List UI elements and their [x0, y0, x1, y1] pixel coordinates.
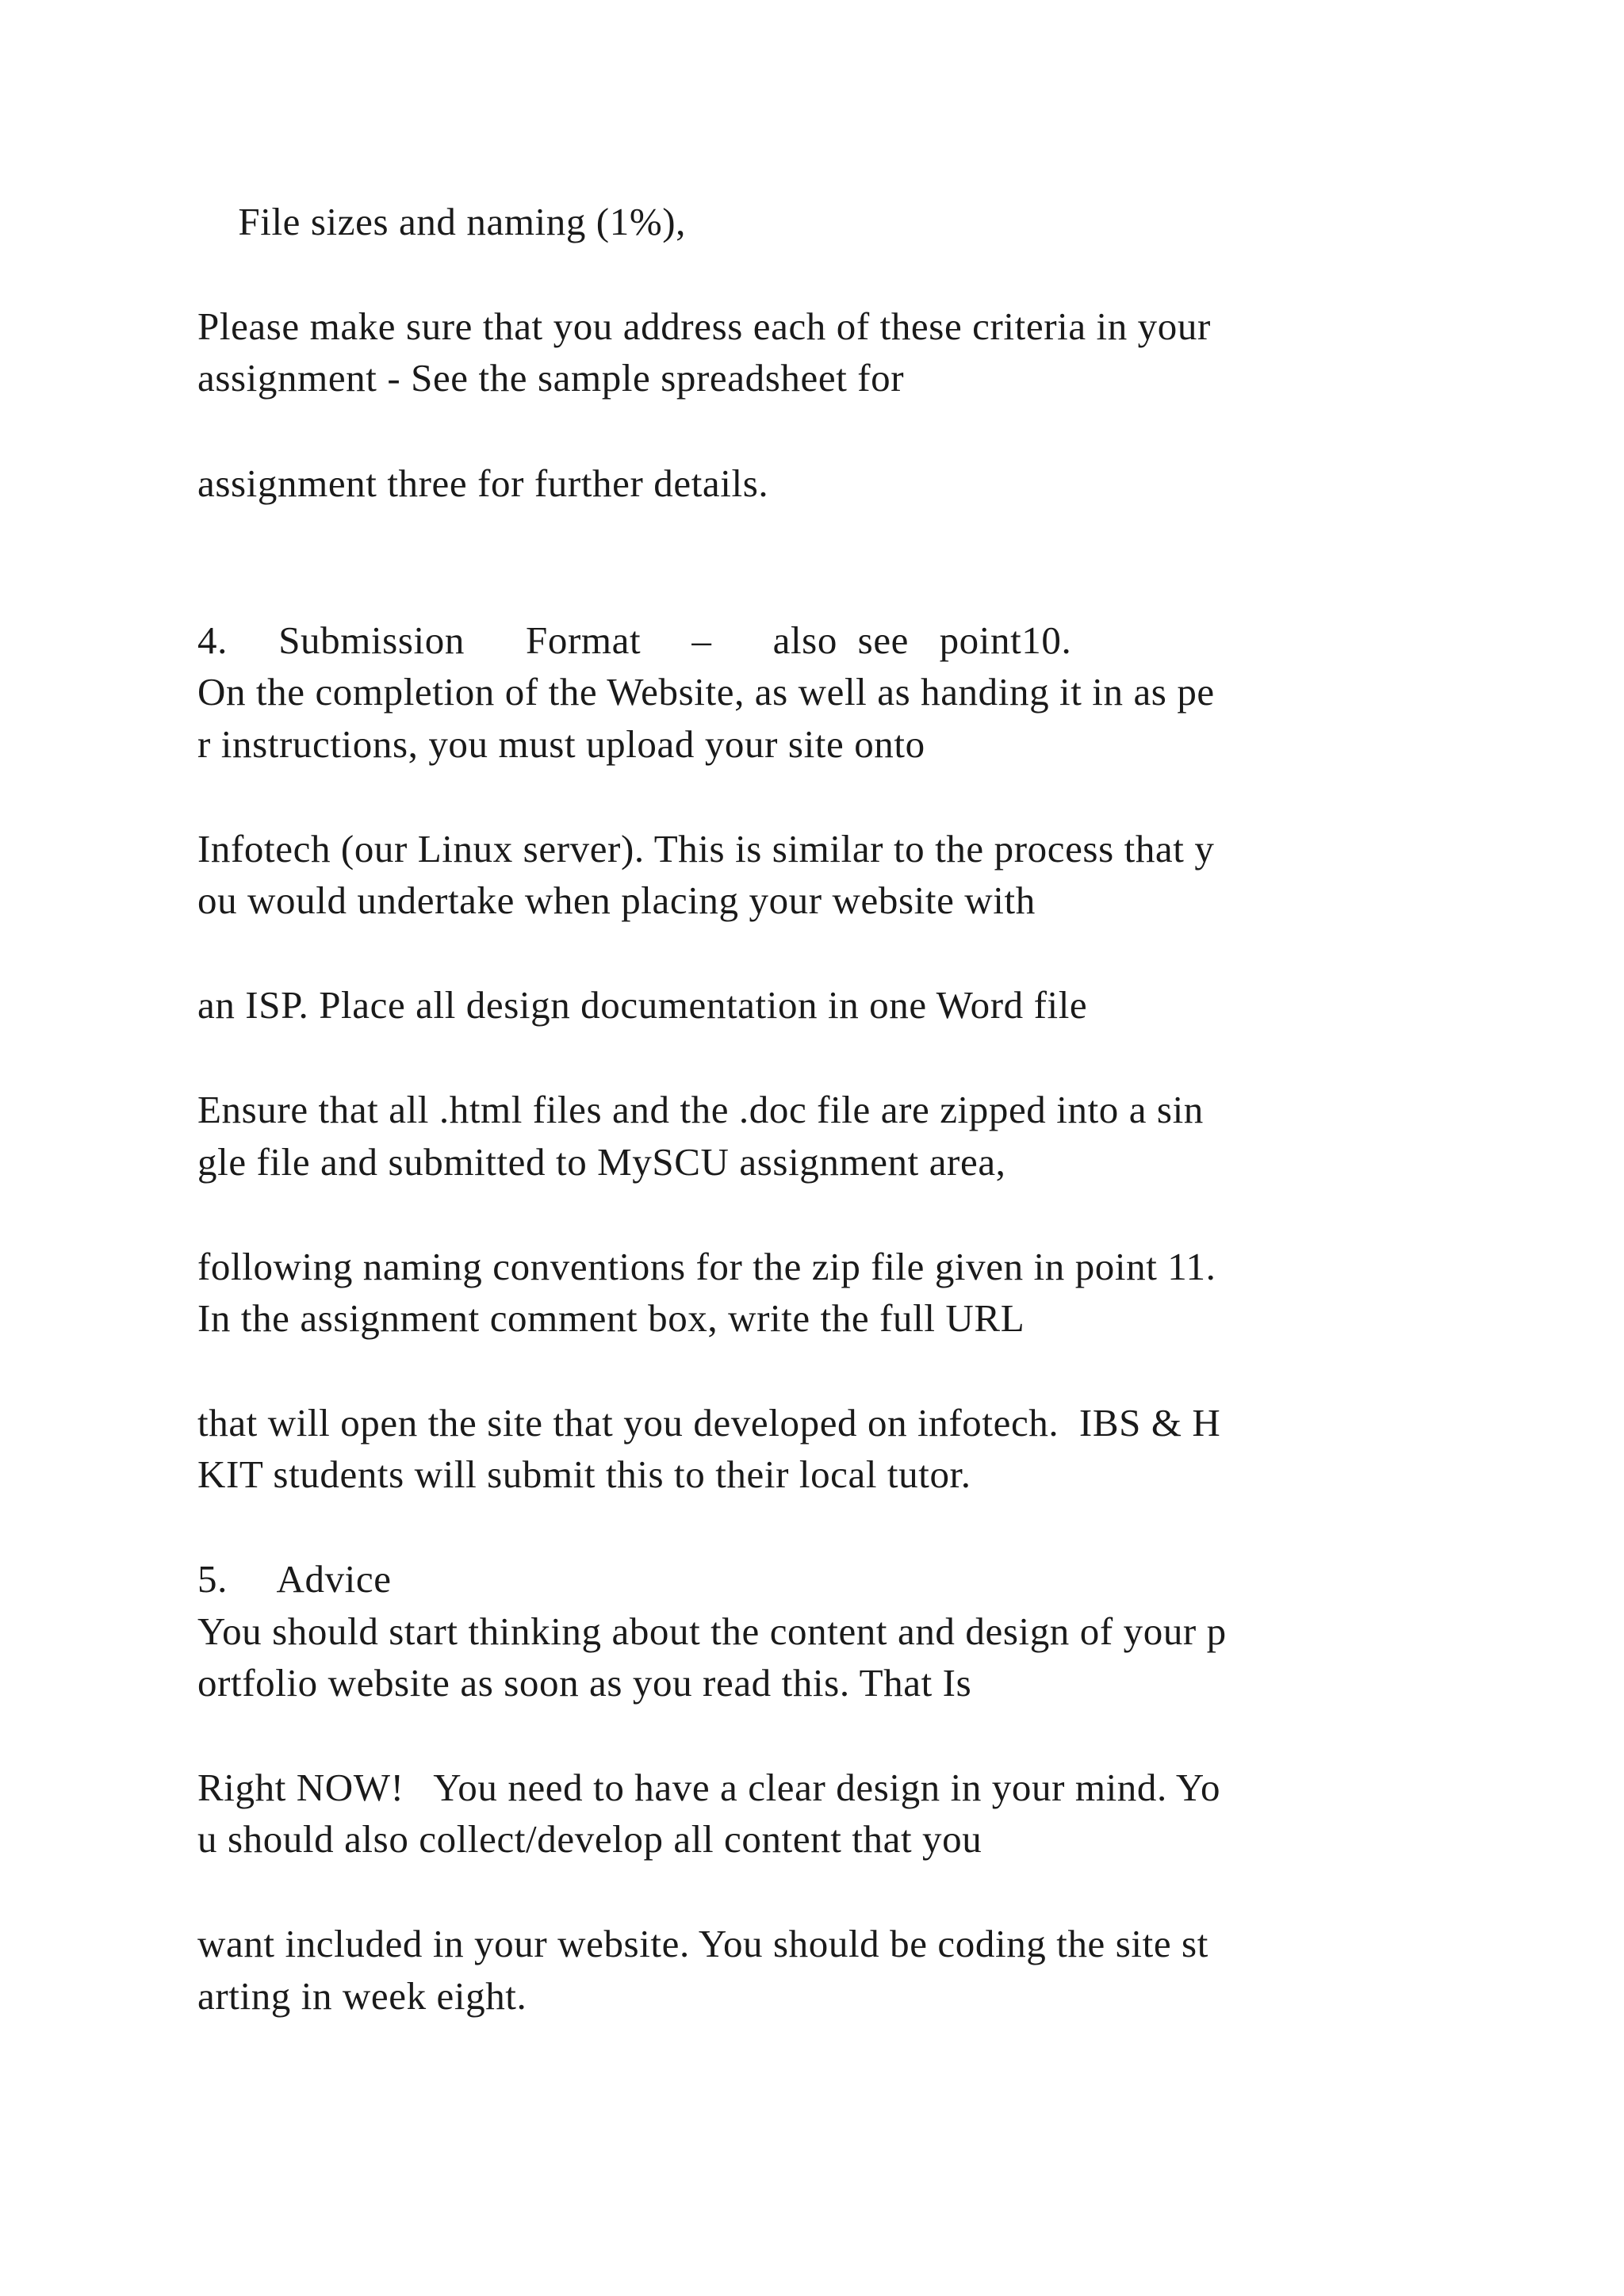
text-line-infotech-1: Infotech (our Linux server). This is similar to the process that y [197, 827, 1215, 871]
text-line-naming-1: following naming conventions for the zip file given in point 11. [197, 1245, 1216, 1288]
text-line-url-2: KIT students will submit this to their local tutor. [197, 1452, 971, 1496]
text-line-isp: an ISP. Place all design documentation in one Word file [197, 983, 1088, 1027]
text-line-advice-2: ortfolio website as soon as you read this. That Is [197, 1661, 972, 1705]
text-line-ensure-1: Ensure that all .html files and the .doc file are zipped into a sin [197, 1088, 1204, 1131]
text-line-right-now-2: u should also collect/develop all content that you [197, 1817, 982, 1861]
text-line-infotech-2: ou would undertake when placing your website with [197, 878, 1036, 922]
text-line-right-now-1: Right NOW! You need to have a clear design in your mind. Yo [197, 1766, 1221, 1809]
heading-advice: 5. Advice [197, 1557, 392, 1601]
text-line-advice-1: You should start thinking about the content and design of your p [197, 1609, 1227, 1653]
text-line-naming-2: In the assignment comment box, write the full URL [197, 1296, 1025, 1340]
text-line-ensure-2: gle file and submitted to MySCU assignment area, [197, 1140, 1006, 1184]
text-line-criteria-1: Please make sure that you address each of these criteria in your [197, 304, 1211, 348]
text-line-submission-1: On the completion of the Website, as well as handing it in as pe [197, 670, 1215, 714]
text-line-coding-1: want included in your website. You should be coding the site st [197, 1922, 1208, 1965]
text-line-criteria-3: assignment three for further details. [197, 461, 769, 505]
text-line-url-1: that will open the site that you developed on infotech. IBS & H [197, 1401, 1221, 1445]
text-line-file-sizes: File sizes and naming (1%), [197, 200, 687, 243]
text-line-coding-2: arting in week eight. [197, 1974, 527, 2018]
text-line-submission-2: r instructions, you must upload your site onto [197, 722, 925, 766]
heading-submission-format: 4. Submission Format – also see point10. [197, 618, 1072, 662]
text-line-criteria-2: assignment - See the sample spreadsheet for [197, 356, 905, 400]
